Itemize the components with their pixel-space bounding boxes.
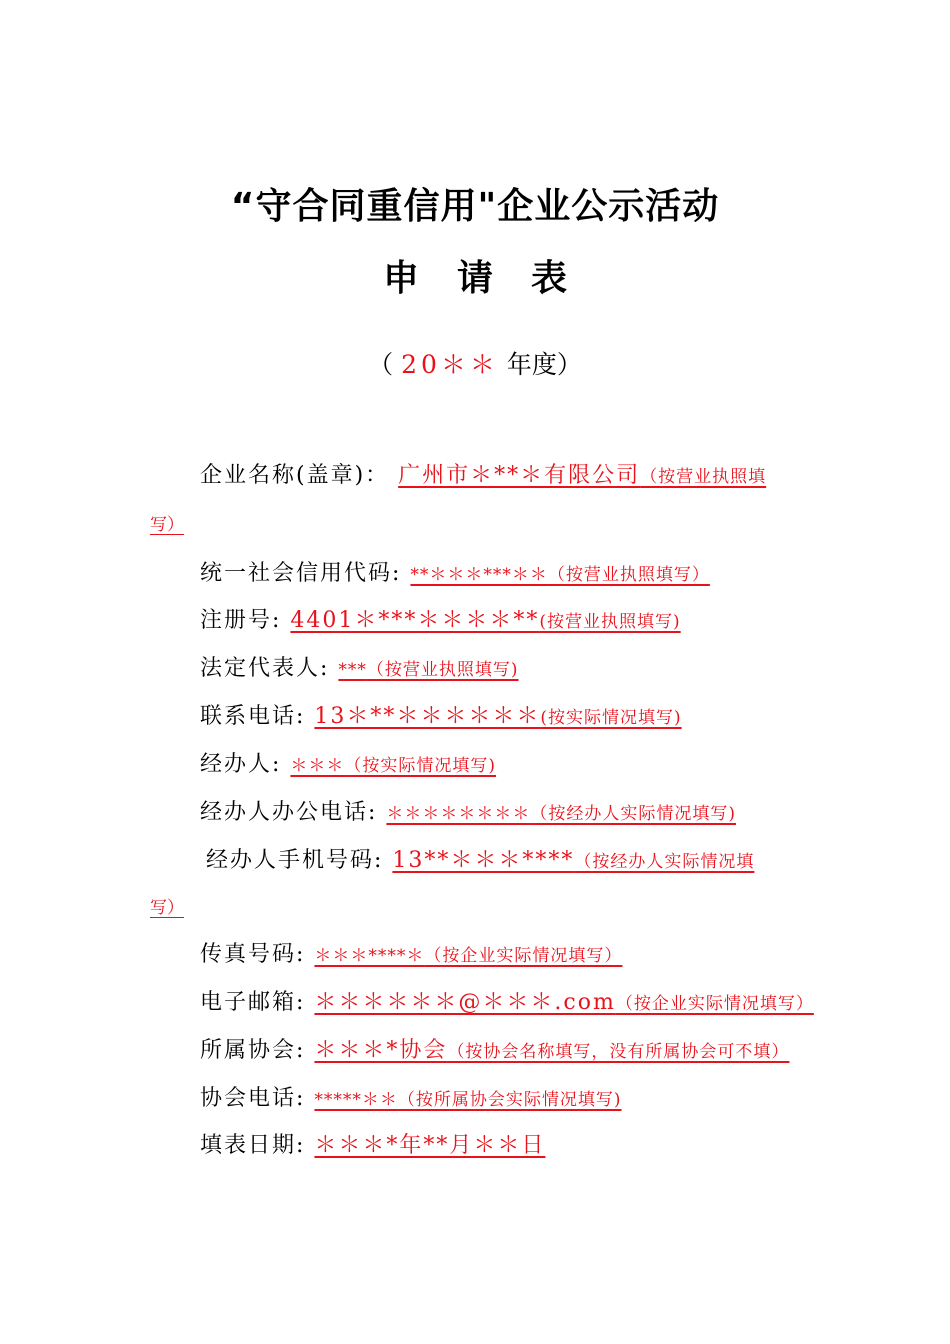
field-registration-number — [200, 603, 681, 634]
field-handler — [200, 747, 496, 778]
year-open: （ — [368, 350, 402, 379]
field-label: 所属协会: — [200, 1038, 306, 1063]
field-email — [200, 985, 814, 1016]
field-company-name — [200, 458, 766, 489]
field-value: 13**＊＊＊****（按经办人实际情况填 — [392, 848, 755, 873]
field-label: 经办人: — [200, 752, 282, 777]
form-title: “守合同重信用"企业公示活动 — [230, 186, 720, 227]
field-label: 联系电话: — [200, 704, 315, 729]
field-association — [200, 1033, 789, 1064]
year-line — [0, 345, 950, 381]
field-association-phone — [200, 1081, 622, 1112]
field-value: ＊＊＊*年**月＊＊日 — [314, 1133, 546, 1158]
field-handler-office-phone — [200, 795, 736, 826]
field-fill-date — [200, 1128, 545, 1159]
field-label: 注册号: — [200, 608, 282, 633]
field-label: 经办人办公电话: — [200, 800, 387, 825]
field-value: ＊＊＊＊＊＊@＊＊＊.com（按企业实际情况填写） — [314, 990, 814, 1015]
field-label: 传真号码: — [200, 942, 315, 967]
field-label: 协会电话: — [200, 1086, 315, 1111]
field-handler-mobile-hint-wrap: 写） — [150, 898, 184, 918]
field-fax — [200, 937, 622, 968]
field-label: 企业名称(盖章)： — [200, 463, 390, 488]
field-value: 13＊**＊＊＊＊＊＊(按实际情况填写) — [314, 704, 682, 729]
year-suffix: 年度） — [498, 350, 582, 379]
field-value: 广州市＊**＊有限公司（按营业执照填 — [398, 463, 767, 488]
field-value: ***（按营业执照填写) — [338, 660, 519, 680]
field-value: ＊＊＊＊＊＊＊＊（按经办人实际情况填写) — [386, 804, 737, 824]
field-value: **＊＊＊***＊＊（按营业执照填写） — [410, 565, 710, 585]
field-label: 电子邮箱: — [200, 990, 315, 1015]
field-value: ＊＊＊（按实际情况填写) — [290, 756, 497, 776]
field-value: 4401＊***＊＊＊＊**(按营业执照填写) — [290, 608, 681, 633]
field-label: 经办人手机号码: — [206, 848, 393, 873]
year-value: 20＊＊ — [401, 350, 499, 379]
field-handler-mobile — [206, 843, 754, 874]
field-company-name-hint-wrap: 写） — [150, 515, 184, 535]
field-label: 法定代表人: — [200, 656, 339, 681]
form-subtitle: 申请表 — [382, 258, 605, 299]
field-label: 统一社会信用代码: — [200, 561, 402, 586]
field-value: ＊＊＊*协会（按协会名称填写，没有所属协会可不填） — [314, 1038, 790, 1063]
field-value: ＊＊＊****＊（按企业实际情况填写） — [314, 946, 623, 966]
field-credit-code — [200, 556, 710, 587]
field-contact-phone — [200, 699, 682, 730]
field-legal-representative — [200, 651, 519, 682]
field-label: 填表日期: — [200, 1133, 315, 1158]
field-value: *****＊＊（按所属协会实际情况填写) — [314, 1090, 622, 1110]
